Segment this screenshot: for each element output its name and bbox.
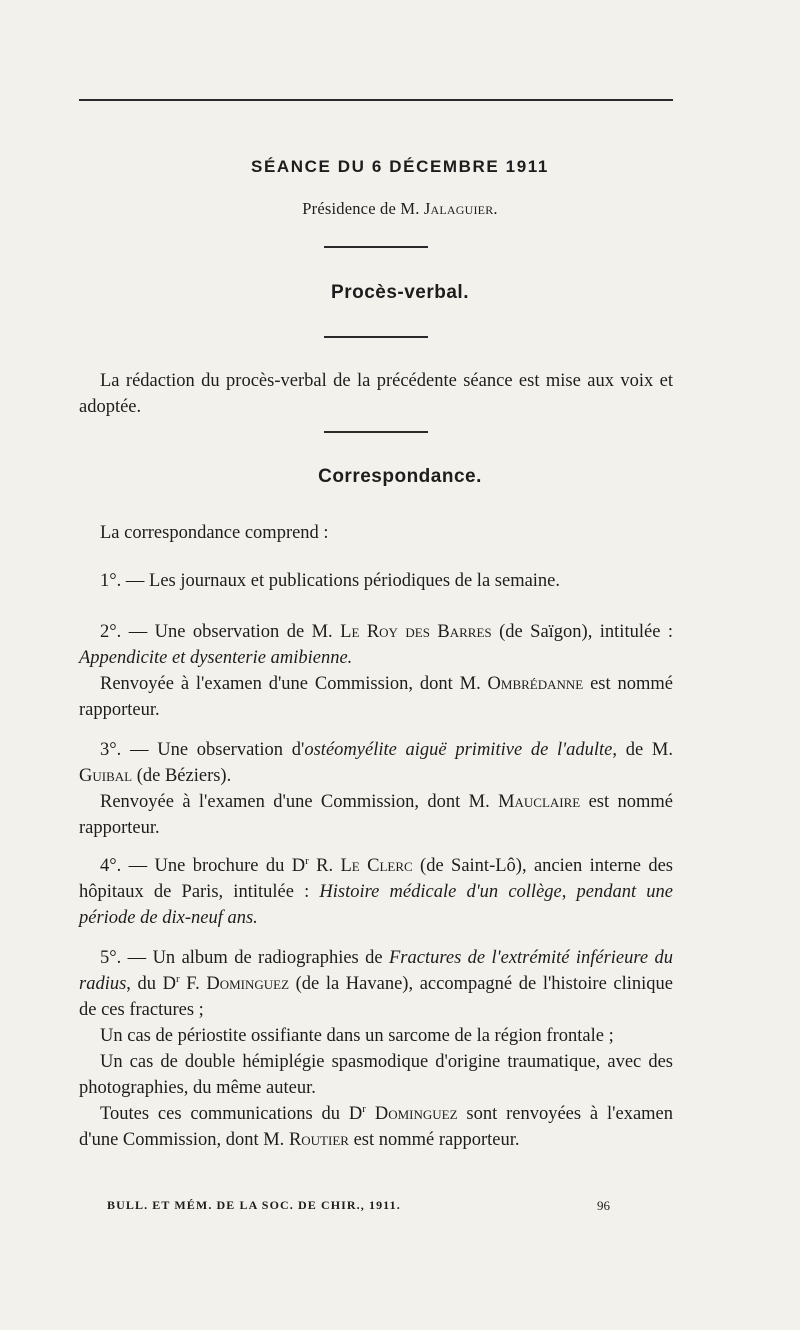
item-1: 1°. — Les journaux et publications périodiques de la semaine.: [100, 571, 561, 591]
proces-verbal-text: La rédaction du procès-verbal de la précédente séance est mise aux voix et adoptée.: [79, 371, 673, 417]
divider: [324, 246, 428, 248]
item-4: 4°. — Une brochure du $D^r$ R. Le Clerc (de Saint-Lô), ancien interne des hôpitaux de Paris, intitulée : Histoire médicale d'un collège, pendant une période de dix-neuf ans.: [79, 854, 673, 928]
item-5: 5°. — Un album de radiographies de Fractures de l'extrémité inférieure du radius, du $D^r$ F. Dominguez (de la Havane), accompagné de l'histoire clinique de ces fractures ; Un cas de périostite ossifiante dans un sarcome de la région frontale ; Un cas de double hémiplégie spasmodique d'origine traumatique, avec des photographies, du même auteur. Toutes ces communications du $D^r$ Dominguez sont renvoyées à l'examen d'une Commission, dont M. Routier est nommé rapporteur.: [79, 948, 674, 1150]
item-2: 2°. — Une observation de M. Le Roy des Barres (de Saïgon), intitulée : Appendicite et dysenterie amibienne. Renvoyée à l'examen d'une Commission, dont M. Ombrédanne est nommé rapporteur.: [79, 622, 673, 720]
section-heading-proces-verbal: Procès-verbal.: [331, 282, 469, 303]
page-number: 96: [597, 1198, 610, 1213]
presidency-line: Présidence de M. Jalaguier.: [302, 199, 498, 218]
item-3: 3°. — Une observation d'ostéomyélite aiguë primitive de l'adulte, de M. Guibal (de Béziers). Renvoyée à l'examen d'une Commission, dont M. Mauclaire est nommé rapporteur.: [79, 740, 673, 838]
top-rule: [79, 99, 673, 101]
divider: [324, 431, 428, 433]
session-title: SÉANCE DU 6 DÉCEMBRE 1911: [251, 157, 549, 176]
running-footer: BULL. ET MÉM. DE LA SOC. DE CHIR., 1911.: [107, 1198, 401, 1212]
divider: [324, 336, 428, 338]
section-heading-correspondance: Correspondance.: [318, 466, 482, 487]
correspondance-intro: La correspondance comprend :: [100, 523, 329, 543]
